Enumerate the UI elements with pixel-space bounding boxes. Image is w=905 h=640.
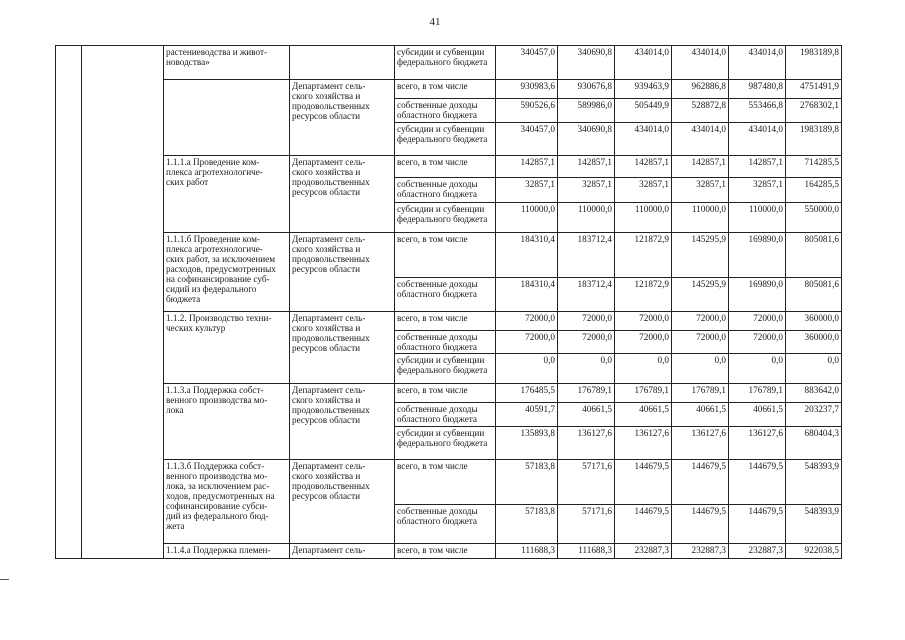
year-value-cell: 144679,5: [729, 505, 786, 544]
measure-name: 1.1.3.б Поддержка собст- венного производства мо- лока, за исключением рас- ходов, предусмотренных на софинансирование субси- дий из федерального бюд- жета: [164, 460, 290, 544]
year-value-cell: 0,0: [496, 354, 558, 384]
year-value-cell: 144679,5: [615, 460, 672, 505]
funding-source: всего, в том числе: [395, 544, 496, 559]
year-value-cell: 40661,5: [615, 403, 672, 427]
year-value-cell: 40661,5: [672, 403, 729, 427]
funding-source: субсидии и субвенции федерального бюджета: [395, 123, 496, 156]
year-value-cell: 111688,3: [496, 544, 558, 559]
measure-name: 1.1.2. Производство техни- ческих культур: [164, 312, 290, 384]
year-value-cell: 930676,8: [558, 80, 615, 99]
year-value-cell: 135893,8: [496, 427, 558, 460]
total-value-cell: 680404,3: [786, 427, 842, 460]
year-value-cell: 184310,4: [496, 233, 558, 278]
year-value-cell: 72000,0: [672, 331, 729, 354]
year-value-cell: 505449,9: [615, 99, 672, 123]
year-value-cell: 72000,0: [672, 312, 729, 331]
responsible-department: Департамент сель- ского хозяйства и продовольственных ресурсов области: [290, 233, 395, 312]
funding-source: всего, в том числе: [395, 460, 496, 505]
year-value-cell: 72000,0: [496, 331, 558, 354]
year-value-cell: 144679,5: [672, 505, 729, 544]
total-value-cell: 4751491,9: [786, 80, 842, 99]
measure-name: [164, 80, 290, 156]
year-value-cell: 72000,0: [615, 312, 672, 331]
year-value-cell: 111688,3: [558, 544, 615, 559]
funding-source: собственные доходы областного бюджета: [395, 505, 496, 544]
total-value-cell: 805081,6: [786, 233, 842, 278]
measure-name: 1.1.3.а Поддержка собст- венного производства мо- лока: [164, 384, 290, 460]
table-row: [56, 156, 842, 178]
year-value-cell: 142857,1: [496, 156, 558, 178]
year-value-cell: 176789,1: [729, 384, 786, 403]
year-value-cell: 142857,1: [558, 156, 615, 178]
year-value-cell: 57183,8: [496, 505, 558, 544]
total-value-cell: 714285,5: [786, 156, 842, 178]
year-value-cell: 72000,0: [729, 331, 786, 354]
measure-name: 1.1.4.а Поддержка племен-: [164, 544, 290, 559]
year-value-cell: 434014,0: [672, 123, 729, 156]
year-value-cell: 57171,6: [558, 505, 615, 544]
year-value-cell: 169890,0: [729, 278, 786, 312]
year-value-cell: 0,0: [558, 354, 615, 384]
funding-source: субсидии и субвенции федерального бюджета: [395, 427, 496, 460]
year-value-cell: 72000,0: [558, 331, 615, 354]
table-row: [56, 233, 842, 278]
year-value-cell: 110000,0: [729, 203, 786, 233]
year-value-cell: 110000,0: [672, 203, 729, 233]
total-value-cell: 360000,0: [786, 312, 842, 331]
funding-source: собственные доходы областного бюджета: [395, 403, 496, 427]
year-value-cell: 142857,1: [615, 156, 672, 178]
year-value-cell: 0,0: [615, 354, 672, 384]
total-value-cell: 805081,6: [786, 278, 842, 312]
measure-name: 1.1.1.а Проведение ком- плекса агротехнологиче- ских работ: [164, 156, 290, 233]
table-row: [56, 80, 842, 99]
year-value-cell: 32857,1: [615, 178, 672, 203]
responsible-department: Департамент сель- ского хозяйства и продовольственных ресурсов области: [290, 460, 395, 544]
year-value-cell: 169890,0: [729, 233, 786, 278]
year-value-cell: 72000,0: [558, 312, 615, 331]
year-value-cell: 176789,1: [615, 384, 672, 403]
year-value-cell: 32857,1: [496, 178, 558, 203]
year-value-cell: 136127,6: [672, 427, 729, 460]
year-value-cell: 176789,1: [672, 384, 729, 403]
left-margin-column-2: [82, 46, 164, 559]
year-value-cell: 528872,8: [672, 99, 729, 123]
year-value-cell: 144679,5: [615, 505, 672, 544]
responsible-department: Департамент сель- ского хозяйства и продовольственных ресурсов области: [290, 80, 395, 156]
responsible-department: Департамент сель- ского хозяйства и продовольственных ресурсов области: [290, 156, 395, 233]
responsible-department: [290, 46, 395, 80]
funding-source: всего, в том числе: [395, 312, 496, 331]
year-value-cell: 434014,0: [729, 123, 786, 156]
funding-source: собственные доходы областного бюджета: [395, 331, 496, 354]
year-value-cell: 57183,8: [496, 460, 558, 505]
year-value-cell: 590526,6: [496, 99, 558, 123]
total-value-cell: 1983189,8: [786, 46, 842, 80]
year-value-cell: 340690,8: [558, 46, 615, 80]
total-value-cell: 164285,5: [786, 178, 842, 203]
year-value-cell: 962886,8: [672, 80, 729, 99]
responsible-department: Департамент сель- ского хозяйства и продовольственных ресурсов области: [290, 312, 395, 384]
year-value-cell: 434014,0: [672, 46, 729, 80]
funding-source: собственные доходы областного бюджета: [395, 178, 496, 203]
year-value-cell: 340457,0: [496, 123, 558, 156]
year-value-cell: 553466,8: [729, 99, 786, 123]
total-value-cell: 922038,5: [786, 544, 842, 559]
year-value-cell: 176485,5: [496, 384, 558, 403]
table-row: [56, 460, 842, 505]
total-value-cell: 203237,7: [786, 403, 842, 427]
measure-name: 1.1.1.б Проведение ком- плекса агротехнологиче- ских работ, за исключением расходов, предусмотренных на софинансирование суб- сидий из федерального бюджета: [164, 233, 290, 312]
year-value-cell: 930983,6: [496, 80, 558, 99]
year-value-cell: 145295,9: [672, 278, 729, 312]
table-row: [56, 544, 842, 559]
year-value-cell: 987480,8: [729, 80, 786, 99]
year-value-cell: 232887,3: [729, 544, 786, 559]
page-number: 41: [429, 16, 441, 28]
funding-source: субсидии и субвенции федерального бюджета: [395, 203, 496, 233]
year-value-cell: 0,0: [672, 354, 729, 384]
funding-source: всего, в том числе: [395, 384, 496, 403]
funding-source: субсидии и субвенции федерального бюджета: [395, 354, 496, 384]
year-value-cell: 434014,0: [729, 46, 786, 80]
funding-source: собственные доходы областного бюджета: [395, 99, 496, 123]
year-value-cell: 136127,6: [558, 427, 615, 460]
total-value-cell: 548393,9: [786, 505, 842, 544]
table-row: [56, 384, 842, 403]
year-value-cell: 110000,0: [615, 203, 672, 233]
table-row: [56, 312, 842, 331]
year-value-cell: 32857,1: [672, 178, 729, 203]
total-value-cell: 883642,0: [786, 384, 842, 403]
funding-source: собственные доходы областного бюджета: [395, 278, 496, 312]
year-value-cell: 121872,9: [615, 278, 672, 312]
year-value-cell: 176789,1: [558, 384, 615, 403]
year-value-cell: 340690,8: [558, 123, 615, 156]
funding-source: всего, в том числе: [395, 233, 496, 278]
year-value-cell: 110000,0: [496, 203, 558, 233]
year-value-cell: 40661,5: [729, 403, 786, 427]
responsible-department: Департамент сель-: [290, 544, 395, 559]
year-value-cell: 142857,1: [672, 156, 729, 178]
year-value-cell: 136127,6: [729, 427, 786, 460]
year-value-cell: 434014,0: [615, 46, 672, 80]
year-value-cell: 32857,1: [729, 178, 786, 203]
measure-name: растениеводства и живот- новодства»: [164, 46, 290, 80]
year-value-cell: 183712,4: [558, 278, 615, 312]
year-value-cell: 144679,5: [729, 460, 786, 505]
budget-table: [55, 45, 842, 559]
margin-mark: [0, 579, 9, 580]
year-value-cell: 145295,9: [672, 233, 729, 278]
year-value-cell: 110000,0: [558, 203, 615, 233]
left-margin-column-1: [56, 46, 82, 559]
year-value-cell: 136127,6: [615, 427, 672, 460]
total-value-cell: 360000,0: [786, 331, 842, 354]
total-value-cell: 548393,9: [786, 460, 842, 505]
funding-source: всего, в том числе: [395, 156, 496, 178]
year-value-cell: 232887,3: [672, 544, 729, 559]
funding-source: субсидии и субвенции федерального бюджета: [395, 46, 496, 80]
year-value-cell: 72000,0: [729, 312, 786, 331]
year-value-cell: 340457,0: [496, 46, 558, 80]
responsible-department: Департамент сель- ского хозяйства и продовольственных ресурсов области: [290, 384, 395, 460]
year-value-cell: 72000,0: [496, 312, 558, 331]
year-value-cell: 0,0: [729, 354, 786, 384]
year-value-cell: 183712,4: [558, 233, 615, 278]
table-row: [56, 46, 842, 80]
total-value-cell: 2768302,1: [786, 99, 842, 123]
year-value-cell: 40591,7: [496, 403, 558, 427]
year-value-cell: 184310,4: [496, 278, 558, 312]
year-value-cell: 434014,0: [615, 123, 672, 156]
year-value-cell: 939463,9: [615, 80, 672, 99]
year-value-cell: 40661,5: [558, 403, 615, 427]
funding-source: всего, в том числе: [395, 80, 496, 99]
year-value-cell: 142857,1: [729, 156, 786, 178]
year-value-cell: 32857,1: [558, 178, 615, 203]
total-value-cell: 0,0: [786, 354, 842, 384]
year-value-cell: 144679,5: [672, 460, 729, 505]
year-value-cell: 232887,3: [615, 544, 672, 559]
year-value-cell: 72000,0: [615, 331, 672, 354]
year-value-cell: 121872,9: [615, 233, 672, 278]
total-value-cell: 1983189,8: [786, 123, 842, 156]
year-value-cell: 589986,0: [558, 99, 615, 123]
total-value-cell: 550000,0: [786, 203, 842, 233]
year-value-cell: 57171,6: [558, 460, 615, 505]
